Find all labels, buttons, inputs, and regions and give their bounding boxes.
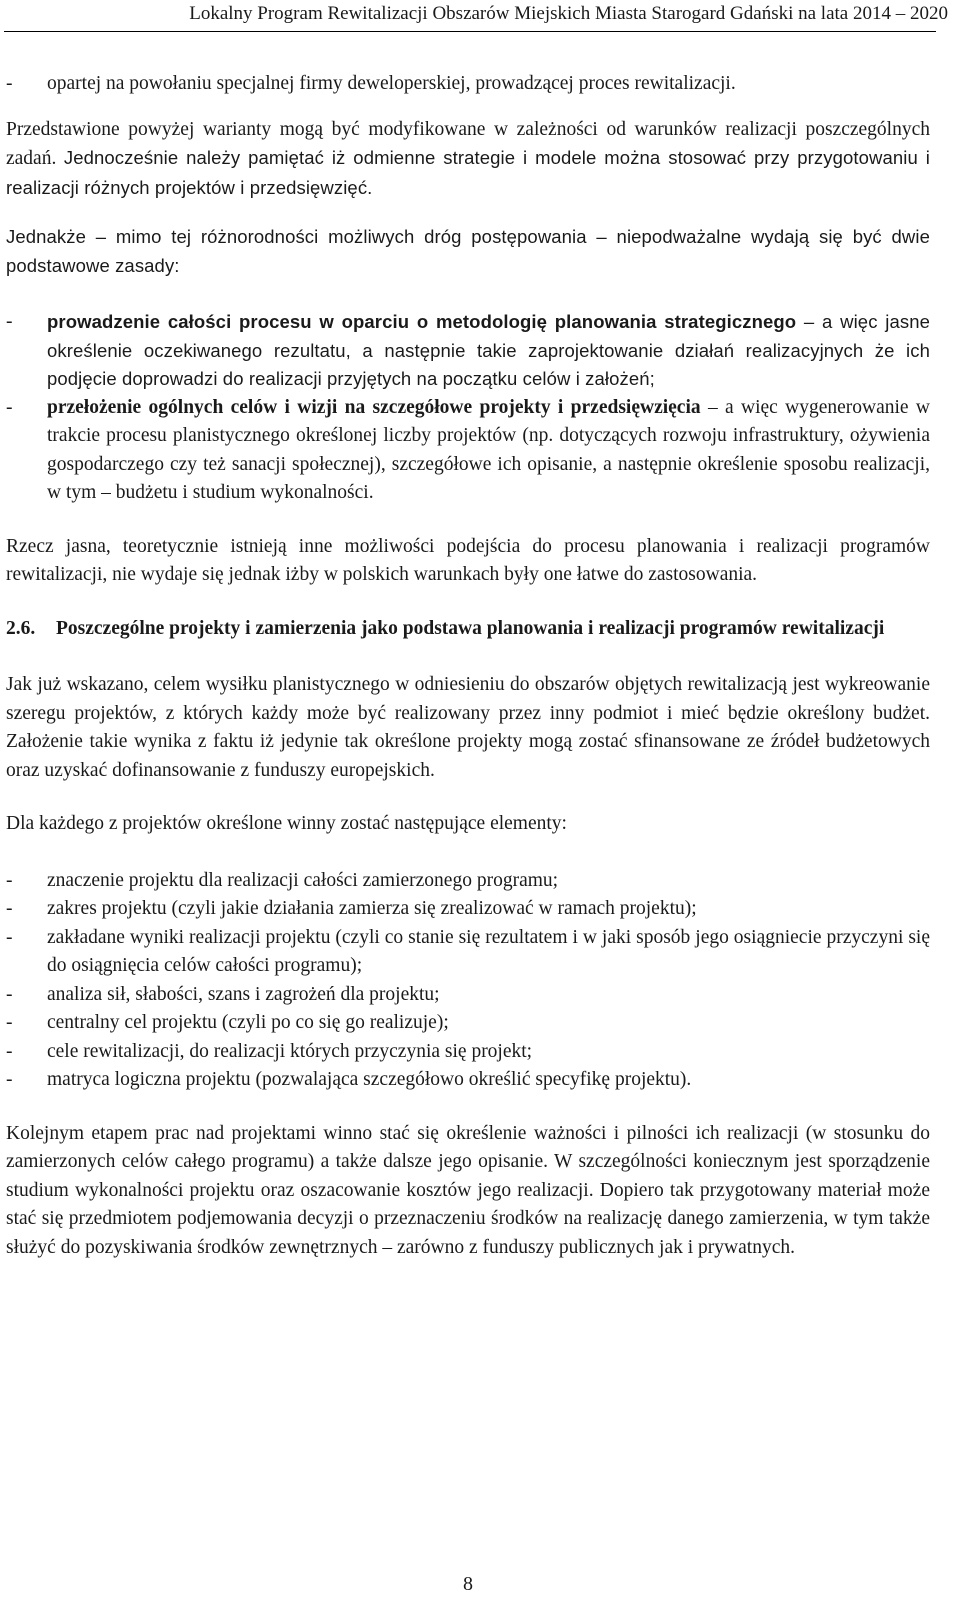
paragraph-next-stage: Kolejnym etapem prac nad projektami winno stać się określenie ważności i pilności ich realizacji (w stosunku do zamierzonych celów całego programu) a także dalsze jego opisanie. W szczególności koniecznym jest sporządzenie studium wykonalności projektu oraz oszacowanie kosztów jego realizacji. Dopiero tak przygotowany materiał może stać się przedmiotem podjemowania decyzji o przeznaczeniu środków na realizację danego zamierzenia, w tym także służyć do pozyskiwania środków zewnętrznych – zarówno z funduszy publicznych jak i prywatnych. xyxy=(6,1122,930,1258)
running-header: Lokalny Program Rewitalizacji Obszarów Miejskich Miasta Starogard Gdański na lata 2014 – 2020 xyxy=(189,3,948,24)
paragraph-variants-sans: Jednocześnie należy pamiętać iż odmienne strategie i modele można stosować przy przygotowaniu i realizacji różnych projektów i przedsięwzięć. xyxy=(6,147,930,198)
paragraph-projects-b: Założenie takie wynika z faktu iż jedynie tak określone projekty mogą zostać sfinansowane ze źródeł budżetowych oraz uzyskać dofinansowanie z funduszy europejskich. xyxy=(6,731,930,781)
elements-list xyxy=(6,867,930,1095)
list-item-text: cele rewitalizacji, do realizacji których przyczynia się projekt; xyxy=(47,1040,533,1062)
paragraph-variants xyxy=(6,116,930,204)
principle-item xyxy=(6,394,930,508)
list-item-text: zakres projektu (czyli jakie działania zamierza się zrealizować w ramach projektu); xyxy=(47,898,697,919)
bullet-dash: - xyxy=(6,983,13,1005)
bullet-dash: - xyxy=(6,73,13,94)
bullet-dash: - xyxy=(6,898,13,919)
paragraph-variants-serif: Przedstawione powyżej warianty mogą być modyfikowane w zależności od warunków realizacji poszczególnych zadań. xyxy=(6,118,930,169)
bullet-dash: - xyxy=(6,396,13,418)
principle-text xyxy=(47,394,930,508)
principle-desc: – a więc wygenerowanie w trakcie procesu planistycznego określonej liczby projektów (np. dotyczących rozwoju infrastruktury, ożywienia gospodarczego czy też sanacji społecznej), szczegółowe ich opisanie, a następnie określenie sposobu realizacji, w tym – budżetu i studium wykonalności. xyxy=(47,396,930,503)
header-rule xyxy=(4,31,936,32)
list-item xyxy=(6,1038,930,1067)
list-item xyxy=(6,1066,930,1095)
bullet-item xyxy=(6,70,930,99)
principle-item xyxy=(6,308,930,394)
section-heading xyxy=(6,615,930,644)
list-item xyxy=(6,924,930,981)
bullet-dash: - xyxy=(6,1040,13,1062)
bullet-dash: - xyxy=(6,1012,13,1033)
list-item xyxy=(6,981,930,1010)
principle-title: przełożenie ogólnych celów i wizji na szczegółowe projekty i przedsięwzięcia xyxy=(47,396,701,418)
paragraph-alternatives: Rzecz jasna, teoretycznie istnieją inne możliwości podejścia do procesu planowania i realizacji programów rewitalizacji, nie wydaje się jednak iżby w polskich warunkach były one łatwe do zastosowania. xyxy=(6,535,930,585)
list-item xyxy=(6,1009,930,1038)
list-item xyxy=(6,895,930,924)
page-number: 8 xyxy=(463,1573,473,1595)
bullet-text: opartej na powołaniu specjalnej firmy deweloperskiej, prowadzącej proces rewitalizacji. xyxy=(47,73,736,94)
page-content xyxy=(6,70,930,1262)
principle-title: prowadzenie całości procesu w oparciu o metodologię planowania strategicznego xyxy=(47,311,797,332)
section-number: 2.6. xyxy=(6,617,36,639)
principle-text xyxy=(47,308,930,394)
list-item-text: matryca logiczna projektu (pozwalająca szczegółowo określić specyfikę projektu). xyxy=(47,1069,692,1090)
paragraph-elements-intro: Dla każdego z projektów określone winny zostać następujące elementy: xyxy=(6,813,567,834)
bullet-dash: - xyxy=(6,869,13,891)
list-item-text: znaczenie projektu dla realizacji całości zamierzonego programu; xyxy=(47,869,559,891)
section-title: Poszczególne projekty i zamierzenia jako podstawa planowania i realizacji programów rewitalizacji xyxy=(56,617,885,639)
principle-desc: – a więc jasne określenie oczekiwanego rezultatu, a następnie takie zaprojektowanie działań realizacyjnych że ich podjęcie doprowadzi do realizacji przyjętych na początku celów i założeń; xyxy=(47,311,930,389)
list-item-text: centralny cel projektu (czyli po co się go realizuje); xyxy=(47,1012,449,1033)
list-item xyxy=(6,867,930,896)
bullet-dash: - xyxy=(6,311,13,332)
bullet-dash: - xyxy=(6,926,13,948)
paragraph-projects-a: Jak już wskazano, celem wysiłku planistycznego w odniesieniu do obszarów objętych rewitalizacją jest wykreowanie szeregu projektów, z których każdy może być realizowany przez inny podmiot i mieć będzie określony budżet. xyxy=(6,674,930,724)
bullet-dash: - xyxy=(6,1069,13,1090)
paragraph-projects xyxy=(6,671,930,785)
list-item-text: zakładane wyniki realizacji projektu (czyli co stanie się rezultatem i w jaki sposób jego osiągniecie przyczyni się do osiągnięcia celów całości programu); xyxy=(47,926,930,976)
paragraph-principles-intro: Jednakże – mimo tej różnorodności możliwych dróg postępowania – niepodważalne wydają się być dwie podstawowe zasady: xyxy=(6,226,930,276)
list-item-text: analiza sił, słabości, szans i zagrożeń dla projektu; xyxy=(47,983,440,1005)
